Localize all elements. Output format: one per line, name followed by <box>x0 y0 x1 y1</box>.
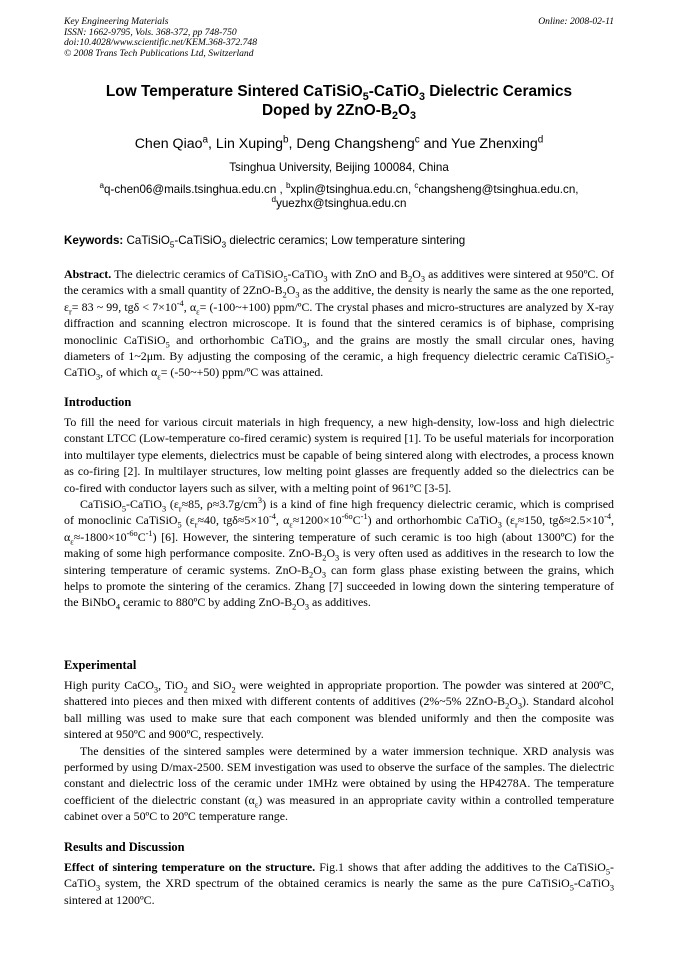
keywords-sub: 3 <box>221 240 227 250</box>
intro-text: C <box>352 513 361 528</box>
intro-text: ) [6]. However, the sintering temperature of such ceramic is too high (about 1300ºC) for the making of some high performance composite. ZnO-B <box>64 529 614 561</box>
results-text: Fig.1 shows that after adding the additives to the CaTiSiO <box>315 860 606 874</box>
abstract-sub: 3 <box>420 274 426 284</box>
intro-text: ≈1200×10 <box>292 513 342 528</box>
exp-text: and SiO <box>187 678 232 692</box>
intro-text: ceramic to 880ºC by adding ZnO-B <box>120 595 293 610</box>
intro-sup: -1 <box>145 528 153 538</box>
intro-sub: 2 <box>292 602 297 612</box>
exp-text: The densities of the sintered samples were determined by a water immersion technique. XRD analysis was performed by using D/max-2500. SEM investigation was used to observe the surface of the samples. The dielectric constant and dielectric loss of the ceramic under 1MHz were obtained by using the HP4278A. The temperature coefficient of the dielectric constant (α <box>64 743 614 807</box>
abstract-sub: 3 <box>302 340 307 349</box>
intro-sub: 2 <box>322 553 327 563</box>
intro-text: can form glass phase existing between the grains, which helps to promote the sintering of the ceramics. Zhang [7] succeeded in lowing down the sintering temperature of the BiNbO <box>64 562 614 610</box>
abstract-text: = 83 ~ 99, tgδ < 7×10 <box>71 299 177 314</box>
results-sub: 5 <box>605 867 611 877</box>
intro-sup: -6o <box>126 528 138 538</box>
intro-text: ≈-1800×10 <box>73 529 127 544</box>
abstract-sub: 3 <box>295 290 300 300</box>
title-text: -CaTiO <box>368 83 419 100</box>
results-text: sintered at 1200ºC. <box>64 892 155 907</box>
intro-text: (ε <box>501 513 515 528</box>
author-emails <box>64 183 614 211</box>
abstract-label: Abstract. <box>64 267 112 281</box>
results-paragraph-1 <box>64 859 614 908</box>
intro-text: as additives. <box>309 595 371 610</box>
intro-sup: -6o <box>341 512 353 522</box>
abstract-text: The dielectric ceramics of CaTiSiO <box>111 267 284 281</box>
abstract-text: , and the grains are mostly the small circular ones, having diameters of 1~2μm. By adjusting the composing of the ceramic, a high frequency dielectric ceramic CaTiSiO <box>64 332 614 364</box>
abstract-sub: ε <box>157 372 161 382</box>
abstract-text: and orthorhombic CaTiO <box>169 332 303 347</box>
keywords-sub: 5 <box>169 240 175 250</box>
intro-sub: ε <box>289 520 293 530</box>
exp-sub: 2 <box>231 685 236 695</box>
author-mark: b <box>282 134 289 146</box>
abstract-sub: 5 <box>165 340 170 349</box>
exp-text: ) was measured in an appropriate cavity within a controlled temperature cabinet over a 50ºC to 20ºC temperature range. <box>64 792 614 824</box>
intro-sub: 4 <box>115 602 121 612</box>
exp-text: O <box>509 694 518 709</box>
experimental-paragraph-1 <box>64 677 614 743</box>
intro-sub: 3 <box>161 504 167 514</box>
intro-text: CaTiSiO <box>80 497 122 512</box>
exp-sub: 3 <box>153 685 159 695</box>
author-name: Chen Qiao <box>134 136 203 152</box>
abstract-sub: r <box>69 307 72 317</box>
abstract-text: , α <box>183 299 197 314</box>
title-text: Low Temperature Sintered CaTiSiO <box>105 83 363 100</box>
title-text: Dielectric Ceramics <box>424 83 573 100</box>
email-link[interactable]: xplin@tsinghua.edu.cn, <box>290 183 415 196</box>
intro-sub: 3 <box>304 602 310 612</box>
keywords-text: -CaTiSiO <box>174 234 222 247</box>
results-text: -CaTiO <box>64 860 614 891</box>
title-text: Doped by 2ZnO-B <box>262 102 392 119</box>
intro-sub: 3 <box>335 553 340 563</box>
abstract-text: -CaTiO <box>64 349 614 380</box>
intro-text: O <box>313 562 322 577</box>
intro-text: ≈85, ρ≈3.7g/cm <box>181 497 258 512</box>
exp-text: ). Standard alcohol ball milling was used to make sure that each component was blended uniformly and then the composite was sintered at 950ºC and 900ºC, respectively. <box>64 694 614 742</box>
keywords-label: Keywords: <box>64 234 124 247</box>
introduction-body <box>64 414 614 611</box>
intro-text: is very often used as additives in the research to low the sintering temperature of ceramic systems. ZnO-B <box>64 546 614 577</box>
intro-text: (ε <box>181 513 195 528</box>
email-link[interactable]: yuezhx@tsinghua.edu.cn <box>276 197 407 210</box>
keywords-text: dielectric ceramics; Low temperature sintering <box>226 234 466 247</box>
keywords <box>64 234 614 248</box>
intro-sub: r <box>515 520 518 530</box>
author-name: and Yue Zhenxing <box>419 136 538 152</box>
email-link[interactable]: q-chen06@mails.tsinghua.edu.cn , <box>104 183 286 196</box>
results-sub: 5 <box>569 883 574 893</box>
experimental-paragraph-2 <box>64 743 614 825</box>
author-mark: a <box>202 134 209 146</box>
section-heading-experimental: Experimental <box>64 658 137 672</box>
author-mark: d <box>537 134 544 146</box>
author-name: , Lin Xuping <box>208 136 283 152</box>
abstract-sub: 2 <box>282 290 287 300</box>
intro-text: (ε <box>166 497 179 512</box>
email-mark: a <box>99 181 105 191</box>
author-mark: c <box>414 134 420 146</box>
intro-sub: 3 <box>497 520 502 530</box>
intro-sup: -4 <box>604 512 612 522</box>
intro-sub: 5 <box>121 504 127 514</box>
email-mark: d <box>271 195 277 205</box>
title-text: O <box>397 102 410 119</box>
email-link[interactable]: changsheng@tsinghua.edu.cn, <box>418 183 579 196</box>
journal-header <box>64 17 614 59</box>
intro-sup: -1 <box>360 512 368 522</box>
abstract-sub: ε <box>196 307 200 317</box>
abstract-text: = (-100~+100) ppm/ºC. The crystal phases and micro-structures are analyzed by X-ray diffraction and scanning electron microscope. It is found that the sintered ceramics is of biphase, comprising monoclinic CaTiSiO <box>64 299 614 347</box>
journal-name: Key Engineering Materials <box>64 16 169 27</box>
intro-text: ≈150, tgδ≈2.5×10 <box>517 513 605 528</box>
abstract-sub: 5 <box>605 356 611 366</box>
introduction-paragraph-1: To fill the need for various circuit materials in high frequency, a new high-density, low-loss and high dielectric constant LTCC (Low-temperature co-fired ceramic) system is required [1]. To be useful materials for incorporation into multilayer type elements, dielectrics must be capable of being sintered along with electrodes, a process known as co-firing [2]. In multilayer structures, low melting point glasses are frequently added so the dielectrics can be co-fired with conductor layers such as silver, with a melting point of 961ºC [3-5]. <box>64 415 614 495</box>
exp-text: High purity CaCO <box>64 678 154 692</box>
section-heading-introduction: Introduction <box>64 395 132 409</box>
abstract-text: as additives were sintered at 950ºC. Of the ceramics with a small quantity of 2ZnO-B <box>64 267 614 298</box>
journal-copyright: © 2008 Trans Tech Publications Ltd, Switzerland <box>64 47 254 59</box>
intro-text: ) is a kind of fine high frequency dielectric ceramic, which is comprised of monoclinic CaTiSiO <box>64 497 615 528</box>
results-sub: 3 <box>95 883 101 893</box>
abstract-sub: 3 <box>95 372 101 382</box>
results-body <box>64 859 614 908</box>
results-sub: 3 <box>609 883 614 893</box>
results-text: -CaTiO <box>573 876 610 891</box>
email-mark: b <box>285 181 291 191</box>
introduction-paragraph-2 <box>64 496 614 611</box>
journal-doi: doi:10.4028/www.scientific.net/KEM.368-372.748 <box>64 37 258 49</box>
experimental-body <box>64 677 614 825</box>
online-date: Online: 2008-02-11 <box>538 16 614 27</box>
intro-sub: 2 <box>309 570 314 580</box>
journal-issn: ISSN: 1662-9795, Vols. 368-372, pp 748-750 <box>64 26 237 38</box>
abstract-text: O <box>286 283 296 298</box>
exp-sub: 2 <box>183 685 188 695</box>
intro-text: ) and orthorhombic CaTiO <box>367 513 498 528</box>
section-heading-results: Results and Discussion <box>64 840 185 854</box>
exp-sub: 2 <box>505 701 510 711</box>
results-lead: Effect of sintering temperature on the structure. <box>64 860 316 874</box>
affiliation: Tsinghua University, Beijing 100084, China <box>229 161 449 174</box>
abstract-text: , of which α <box>100 365 158 380</box>
exp-text: were weighted in appropriate proportion. The powder was sintered at 200ºC, shattered into pieces and then mixed with different contents of additives (2%~5% 2ZnO-B <box>64 678 614 709</box>
keywords-text: CaTiSiO <box>123 234 170 247</box>
intro-sub: r <box>178 504 182 514</box>
intro-text: , α <box>64 513 614 544</box>
email-mark: c <box>414 181 419 191</box>
abstract-text: with ZnO and B <box>327 267 409 281</box>
title-sub: 3 <box>409 110 416 123</box>
intro-text: O <box>326 546 336 561</box>
abstract-text: = (-50~+50) ppm/ºC was attained. <box>160 365 324 380</box>
exp-sub: 3 <box>517 701 523 711</box>
paper-title <box>64 82 614 123</box>
intro-text: -CaTiO <box>126 497 162 512</box>
results-text: system, the XRD spectrum of the obtained ceramics is nearly the same as the pure CaTiSiO <box>100 876 570 891</box>
abstract-sub: 2 <box>408 274 413 284</box>
abstract-sub: 5 <box>283 274 288 284</box>
author-list <box>64 135 614 153</box>
title-sub: 3 <box>418 91 425 104</box>
abstract-sub: 3 <box>323 274 328 284</box>
intro-text: , α <box>275 513 290 528</box>
abstract-sup: -4 <box>176 298 184 308</box>
intro-sub: ε <box>70 537 74 547</box>
title-sub: 5 <box>362 91 369 104</box>
intro-text: ≈40, tgδ≈5×10 <box>197 513 269 528</box>
exp-sub: ε <box>254 800 259 810</box>
intro-text: O <box>296 595 305 610</box>
intro-text: C <box>137 529 146 544</box>
intro-sup: 3 <box>257 496 263 506</box>
author-name: , Deng Changsheng <box>288 136 415 152</box>
intro-sub: 3 <box>321 570 326 580</box>
intro-sup: -4 <box>268 512 276 522</box>
abstract <box>64 266 614 381</box>
intro-sub: 5 <box>177 520 182 530</box>
intro-sub: r <box>194 520 198 530</box>
exp-text: , TiO <box>158 678 184 692</box>
abstract-text: O <box>412 267 421 281</box>
abstract-text: as the additive, the density is nearly the same as the one reported, ε <box>64 283 614 314</box>
title-sub: 2 <box>391 110 398 123</box>
abstract-text: -CaTiO <box>287 267 324 281</box>
